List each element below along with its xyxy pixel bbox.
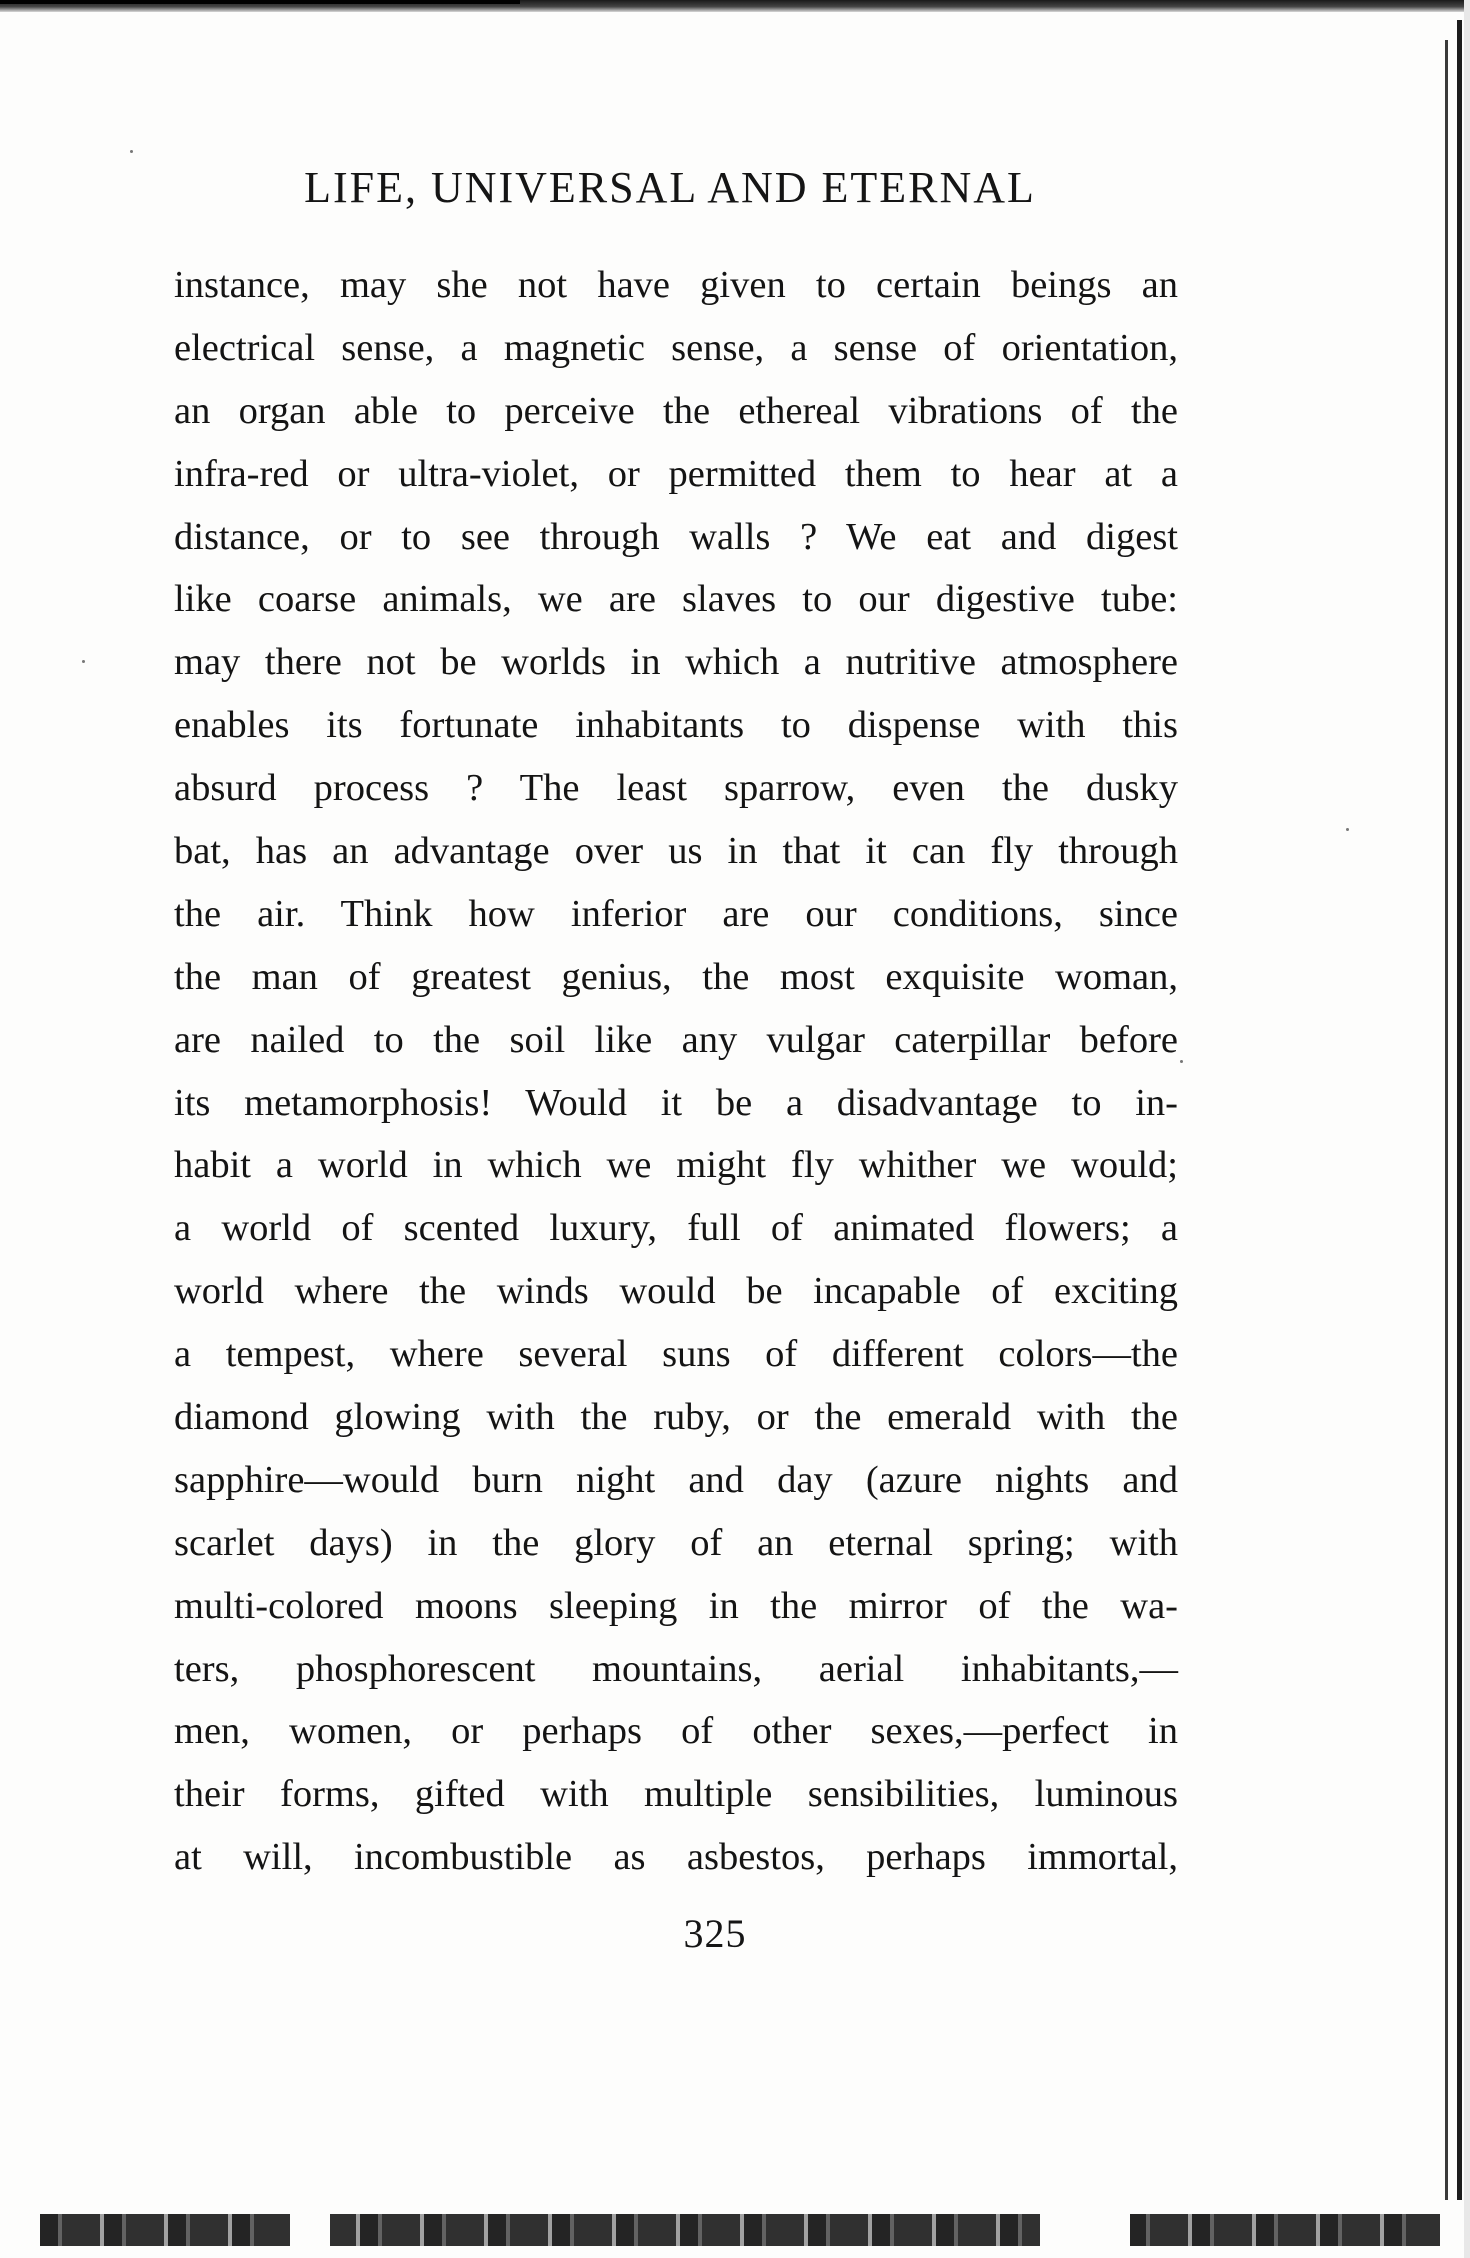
text-line: their forms, gifted with multiple sensibilities, luminous <box>174 1773 1178 1816</box>
scan-speck <box>1180 1060 1183 1063</box>
scan-bottom-gap <box>290 2214 330 2246</box>
scan-bottom-gap <box>1040 2214 1130 2246</box>
page-number: 325 <box>683 1911 747 1956</box>
scan-speck <box>1346 828 1349 831</box>
text-line: an organ able to perceive the ethereal vibrations of the <box>174 389 1178 432</box>
text-line: like coarse animals, we are slaves to our digestive tube: <box>174 578 1178 621</box>
running-head: LIFE, UNIVERSAL AND ETERNAL <box>304 163 1036 212</box>
text-line: infra-red or ultra-violet, or permitted them to hear at a <box>174 452 1178 495</box>
body-text <box>174 254 1178 1889</box>
scan-speck <box>130 150 133 153</box>
text-line: scarlet days) in the glory of an eternal spring; with <box>174 1521 1178 1564</box>
text-line: absurd process ? The least sparrow, even the dusky <box>174 767 1178 810</box>
text-line: a world of scented luxury, full of animated flowers; a <box>174 1207 1178 1250</box>
text-line: habit a world in which we might fly whither we would; <box>174 1144 1178 1187</box>
text-line: a tempest, where several suns of different colors—the <box>174 1333 1178 1376</box>
scan-speck <box>82 660 85 663</box>
scan-right-edge-inner <box>1445 40 1448 2200</box>
text-line: world where the winds would be incapable of exciting <box>174 1270 1178 1313</box>
scan-top-shadow <box>0 0 520 4</box>
scan-bottom-edge <box>40 2214 1440 2246</box>
text-line: may there not be worlds in which a nutritive atmosphere <box>174 641 1178 684</box>
text-line: men, women, or perhaps of other sexes,—perfect in <box>174 1710 1178 1753</box>
text-line: the air. Think how inferior are our conditions, since <box>174 892 1178 935</box>
text-line: ters, phosphorescent mountains, aerial inhabitants,— <box>174 1647 1178 1690</box>
text-line: electrical sense, a magnetic sense, a sense of orientation, <box>174 326 1178 369</box>
scan-right-margin <box>1464 0 1470 2258</box>
text-line: sapphire—would burn night and day (azure nights and <box>174 1458 1178 1501</box>
text-line: at will, incombustible as asbestos, perhaps immortal, <box>174 1836 1178 1879</box>
scan-right-edge <box>1457 20 1462 2200</box>
text-line: diamond glowing with the ruby, or the emerald with the <box>174 1396 1178 1439</box>
text-line: multi-colored moons sleeping in the mirror of the wa- <box>174 1584 1178 1627</box>
text-line: the man of greatest genius, the most exquisite woman, <box>174 955 1178 998</box>
text-line: instance, may she not have given to certain beings an <box>174 264 1178 306</box>
text-line: its metamorphosis! Would it be a disadvantage to in- <box>174 1081 1178 1124</box>
text-line: distance, or to see through walls ? We eat and digest <box>174 515 1178 558</box>
text-line: enables its fortunate inhabitants to dispense with this <box>174 704 1178 747</box>
text-line: bat, has an advantage over us in that it can fly through <box>174 830 1178 873</box>
text-line: are nailed to the soil like any vulgar caterpillar before <box>174 1018 1178 1061</box>
